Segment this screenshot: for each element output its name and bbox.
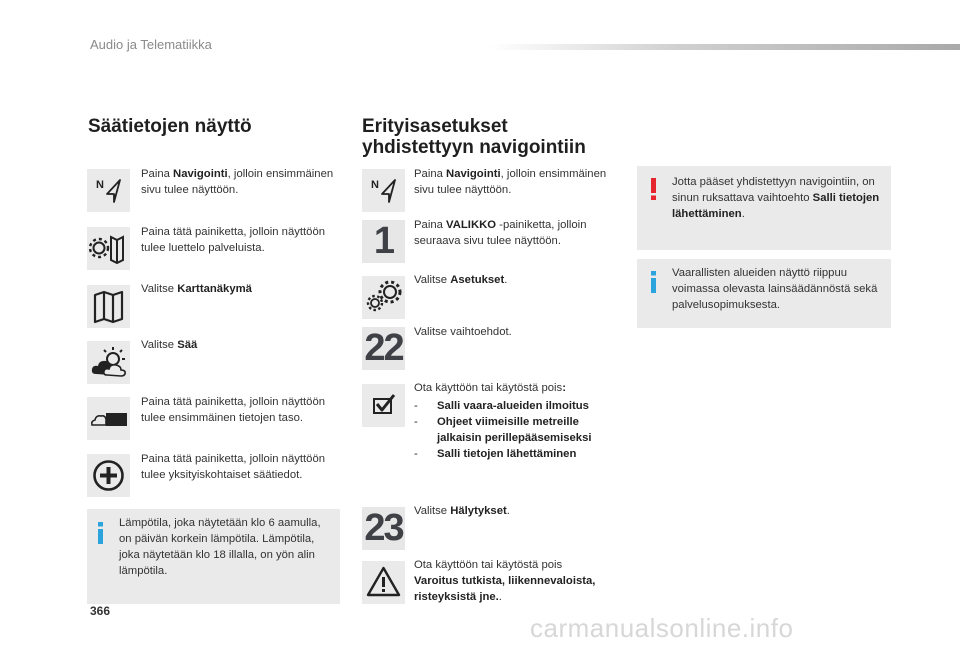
menu-step-text: Paina VALIKKO -painiketta, jolloin seuraava sivu tulee näyttöön. (414, 219, 587, 247)
step-number-23: 23 (362, 507, 405, 550)
weather-heading: Säätietojen näyttö (88, 116, 252, 137)
navigation-icon (87, 169, 130, 212)
connected-step-navigation-text: Paina Navigointi, jolloin ensimmäinen sivu tulee näyttöön. (414, 168, 607, 196)
step-details-text: Paina tätä painiketta, jolloin näyttöön tulee yksityiskohtaiset säätiedot. (141, 453, 326, 481)
list-item: - Salli tietojen lähettäminen (414, 446, 619, 462)
step-weather-layer-text: Paina tätä painiketta, jolloin näyttöön tulee ensimmäinen tietojen taso. (141, 396, 326, 424)
connected-nav-warning-note (637, 166, 891, 250)
temperature-info-text: Lämpötila, joka näytetään klo 6 aamulla, on päivän korkein lämpötila. Lämpötila, joka näytetään klo 18 illalla, on yön alin lämpötila. (119, 517, 321, 577)
settings-icon (362, 276, 405, 319)
step-services-text: Paina tätä painiketta, jolloin näyttöön tulee luettelo palveluista. (141, 226, 326, 254)
options-step-text: Valitse vaihtoehdot. (414, 326, 512, 338)
list-item: - Salli vaara-alueiden ilmoitus (414, 398, 619, 414)
temperature-info-note (87, 509, 340, 604)
info-icon (98, 522, 103, 544)
section-title: Audio ja Telematiikka (90, 37, 212, 52)
step-navigation-text: Paina Navigointi, jolloin ensimmäinen sivu tulee näyttöön. (141, 168, 334, 196)
warning-triangle-icon (362, 561, 405, 604)
danger-zones-info-note (637, 259, 891, 328)
warnings-step-text: Ota käyttöön tai käytöstä pois Varoitus tutkista, liikennevaloista, risteyksistä jne.. (414, 559, 596, 603)
danger-zones-info-text: Vaarallisten alueiden näyttö riippuu voimassa olevasta lainsäädännöstä sekä palvelusopimuksesta. (672, 267, 878, 311)
services-icon (87, 227, 130, 270)
info-icon (651, 271, 656, 293)
map-view-icon (87, 285, 130, 328)
step-number-22: 22 (362, 327, 405, 370)
settings-step-text: Valitse Asetukset. (414, 274, 508, 286)
watermark: carmanualsonline.info (530, 613, 794, 643)
step-map-view-text: Valitse Karttanäkymä (141, 283, 252, 295)
step-weather-text: Valitse Sää (141, 339, 198, 351)
plus-icon (87, 454, 130, 497)
list-item: - Ohjeet viimeisille metreille jalkaisin perillepääsemiseksi (414, 414, 619, 446)
connected-nav-heading: Erityisasetukset yhdistettyyn navigointiin (362, 116, 586, 158)
connected-nav-warning-text: Jotta pääset yhdistettyyn navigointiin, on sinun ruksattava vaihtoehto Salli tietojen lähettäminen. (672, 176, 880, 220)
checkbox-icon (362, 384, 405, 427)
step-number-1: 1 (362, 220, 405, 263)
weather-layer-icon (87, 397, 130, 440)
header-divider (490, 44, 960, 50)
page-number: 366 (90, 604, 111, 618)
alerts-step-text: Valitse Hälytykset. (414, 505, 510, 517)
toggle-options-intro: Ota käyttöön tai käytöstä pois: (414, 382, 566, 394)
weather-icon (87, 341, 130, 384)
warning-exclamation-icon (651, 178, 656, 200)
toggle-options-list (414, 398, 619, 462)
svg-text:N: N (96, 179, 104, 191)
svg-text:N: N (371, 179, 379, 191)
navigation-icon (362, 169, 405, 212)
